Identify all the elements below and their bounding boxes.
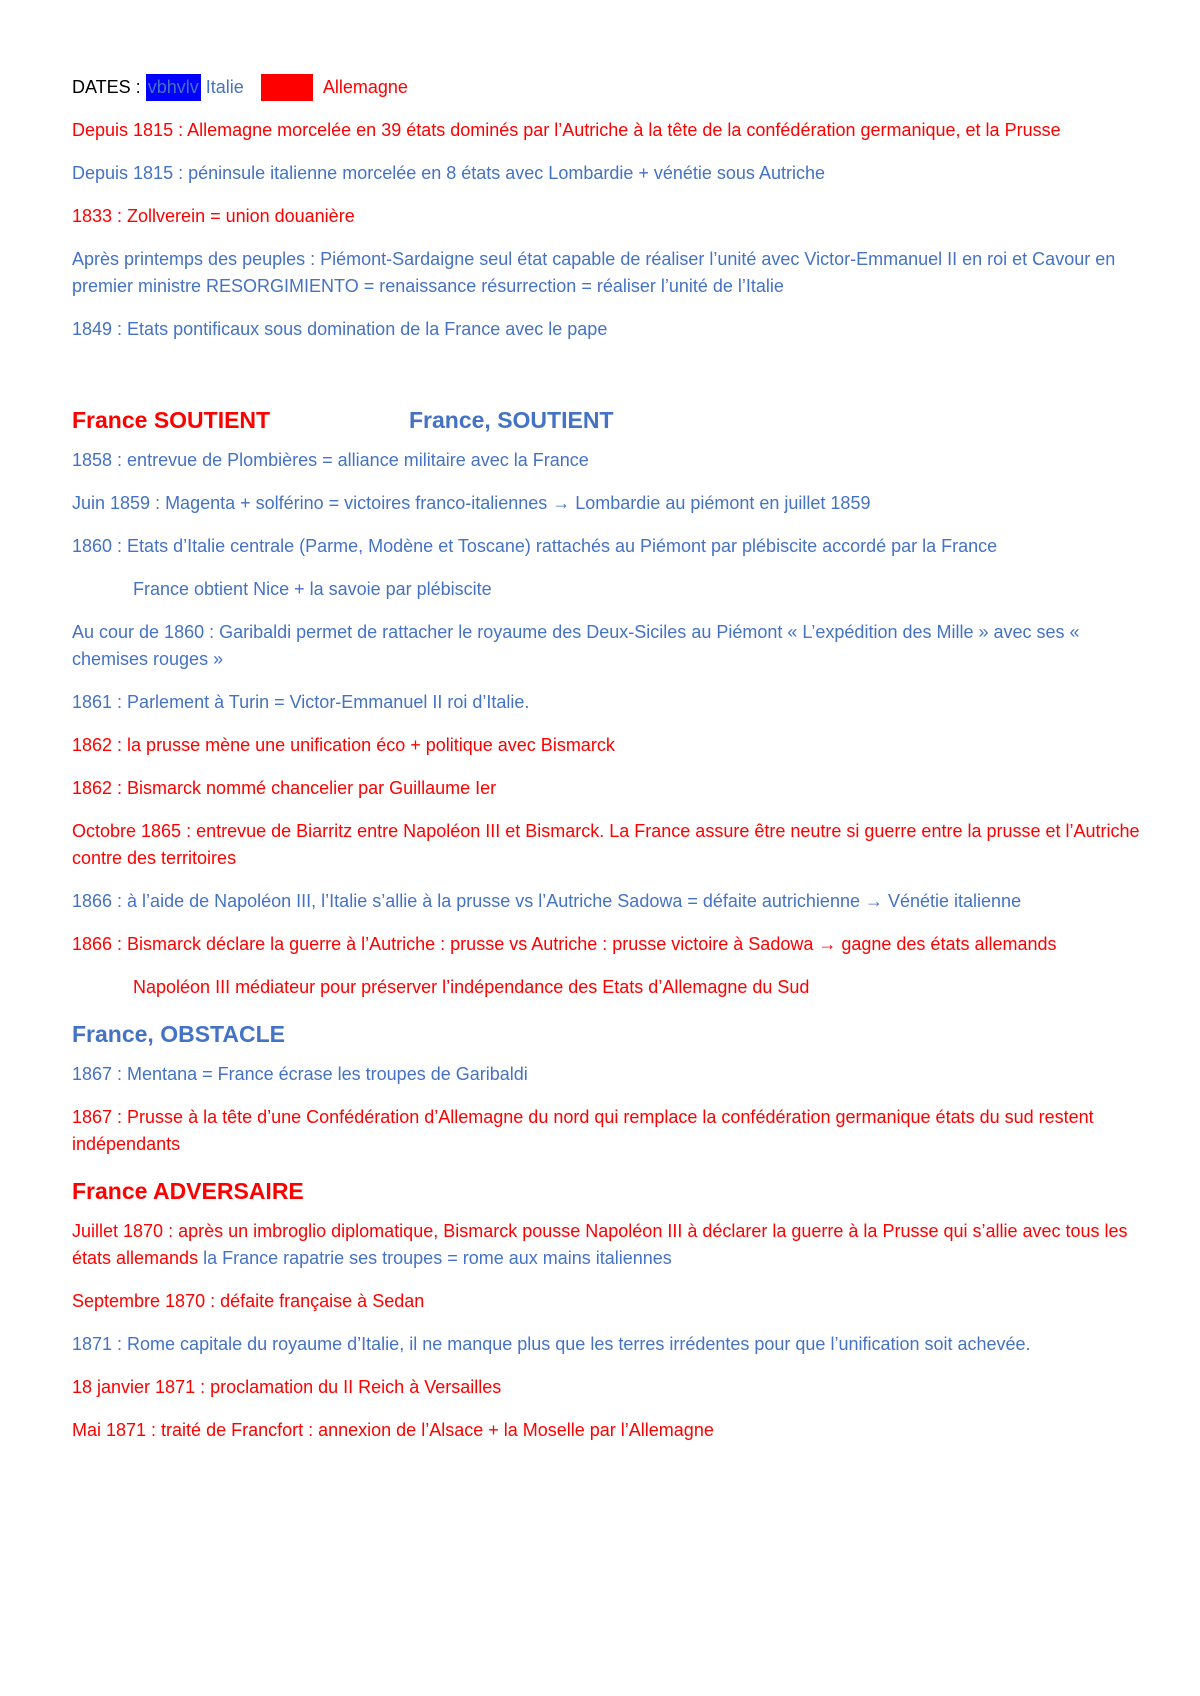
legend-italy-highlight: vbhvlv (146, 74, 201, 101)
timeline-item: Octobre 1865 : entrevue de Biarritz entre Napoléon III et Bismarck. La France assure être neutre si guerre entre la prusse et l’Autriche contre des territoires (72, 821, 1140, 868)
intro-item: Après printemps des peuples : Piémont-Sardaigne seul état capable de réaliser l’unité avec Victor-Emmanuel II en roi et Cavour en premier ministre RESORGIMIENTO = renaissance résurrection = réaliser l’unité de l’Italie (72, 249, 1116, 296)
legend-line (72, 74, 1142, 101)
legend-italy-label: Italie (205, 77, 244, 97)
legend-germany-swatch (261, 74, 313, 101)
timeline-item: France obtient Nice + la savoie par plébiscite (133, 579, 492, 599)
timeline-item: Au cour de 1860 : Garibaldi permet de rattacher le royaume des Deux-Siciles au Piémont « L’expédition des Mille » avec ses « chemises rouges » (72, 622, 1080, 669)
intro-item: 1849 : Etats pontificaux sous domination de la France avec le pape (72, 319, 608, 339)
timeline-item: 1866 : Bismarck déclare la guerre à l’Autriche : prusse vs Autriche : prusse victoire à Sadowa → gagne des états allemands (72, 934, 1057, 954)
timeline-item: 1861 : Parlement à Turin = Victor-Emmanuel II roi d’Italie. (72, 692, 530, 712)
soutient-list (72, 447, 1142, 1001)
legend-germany-label: Allemagne (322, 77, 408, 97)
intro-item: Depuis 1815 : péninsule italienne morcelée en 8 états avec Lombardie + vénétie sous Autriche (72, 163, 825, 183)
intro-list (72, 117, 1142, 343)
juillet-1870-germany-part: Juillet 1870 : après un imbroglio diplomatique, Bismarck pousse Napoléon III à déclarer la guerre à la Prusse qui s’allie avec tous les états allemands (72, 1221, 1128, 1268)
document-body (72, 74, 1142, 1460)
timeline-item: 18 janvier 1871 : proclamation du II Reich à Versailles (72, 1377, 502, 1397)
heading-soutient (72, 403, 1142, 437)
timeline-item: Napoléon III médiateur pour préserver l’indépendance des Etats d’Allemagne du Sud (133, 977, 810, 997)
adversaire-list (72, 1218, 1142, 1444)
timeline-item: 1862 : la prusse mène une unification éco + politique avec Bismarck (72, 735, 615, 755)
intro-item: 1833 : Zollverein = union douanière (72, 206, 355, 226)
timeline-item: Mai 1871 : traité de Francfort : annexion de l’Alsace + la Moselle par l’Allemagne (72, 1420, 714, 1440)
timeline-item: 1871 : Rome capitale du royaume d’Italie, il ne manque plus que les terres irrédentes pour que l’unification soit achevée. (72, 1334, 1031, 1354)
timeline-item: 1860 : Etats d’Italie centrale (Parme, Modène et Toscane) rattachés au Piémont par plébiscite accordé par la France (72, 536, 998, 556)
timeline-item: 1867 : Mentana = France écrase les troupes de Garibaldi (72, 1064, 528, 1084)
timeline-item: Septembre 1870 : défaite française à Sedan (72, 1291, 425, 1311)
timeline-item: 1858 : entrevue de Plombières = alliance militaire avec la France (72, 450, 589, 470)
intro-item: Depuis 1815 : Allemagne morcelée en 39 états dominés par l’Autriche à la tête de la confédération germanique, et la Prusse (72, 120, 1061, 140)
timeline-item: Juin 1859 : Magenta + solférino = victoires franco-italiennes → Lombardie au piémont en juillet 1859 (72, 493, 871, 513)
heading-obstacle: France, OBSTACLE (72, 1021, 285, 1047)
heading-adversaire: France ADVERSAIRE (72, 1178, 304, 1204)
timeline-item: 1862 : Bismarck nommé chancelier par Guillaume Ier (72, 778, 497, 798)
heading-soutient-germany: France SOUTIENT (72, 407, 271, 433)
legend-label: DATES : (72, 77, 141, 97)
heading-soutient-italy: France, SOUTIENT (409, 407, 614, 433)
obstacle-list (72, 1061, 1142, 1158)
timeline-item: 1866 : à l’aide de Napoléon III, l’Italie s’allie à la prusse vs l’Autriche Sadowa = défaite autrichienne → Vénétie italienne (72, 891, 1022, 911)
timeline-item: 1867 : Prusse à la tête d’une Confédération d’Allemagne du nord qui remplace la confédération germanique états du sud restent indépendants (72, 1107, 1094, 1154)
juillet-1870-italy-part: la France rapatrie ses troupes = rome aux mains italiennes (198, 1248, 672, 1268)
timeline-item-juillet-1870 (72, 1218, 1142, 1272)
